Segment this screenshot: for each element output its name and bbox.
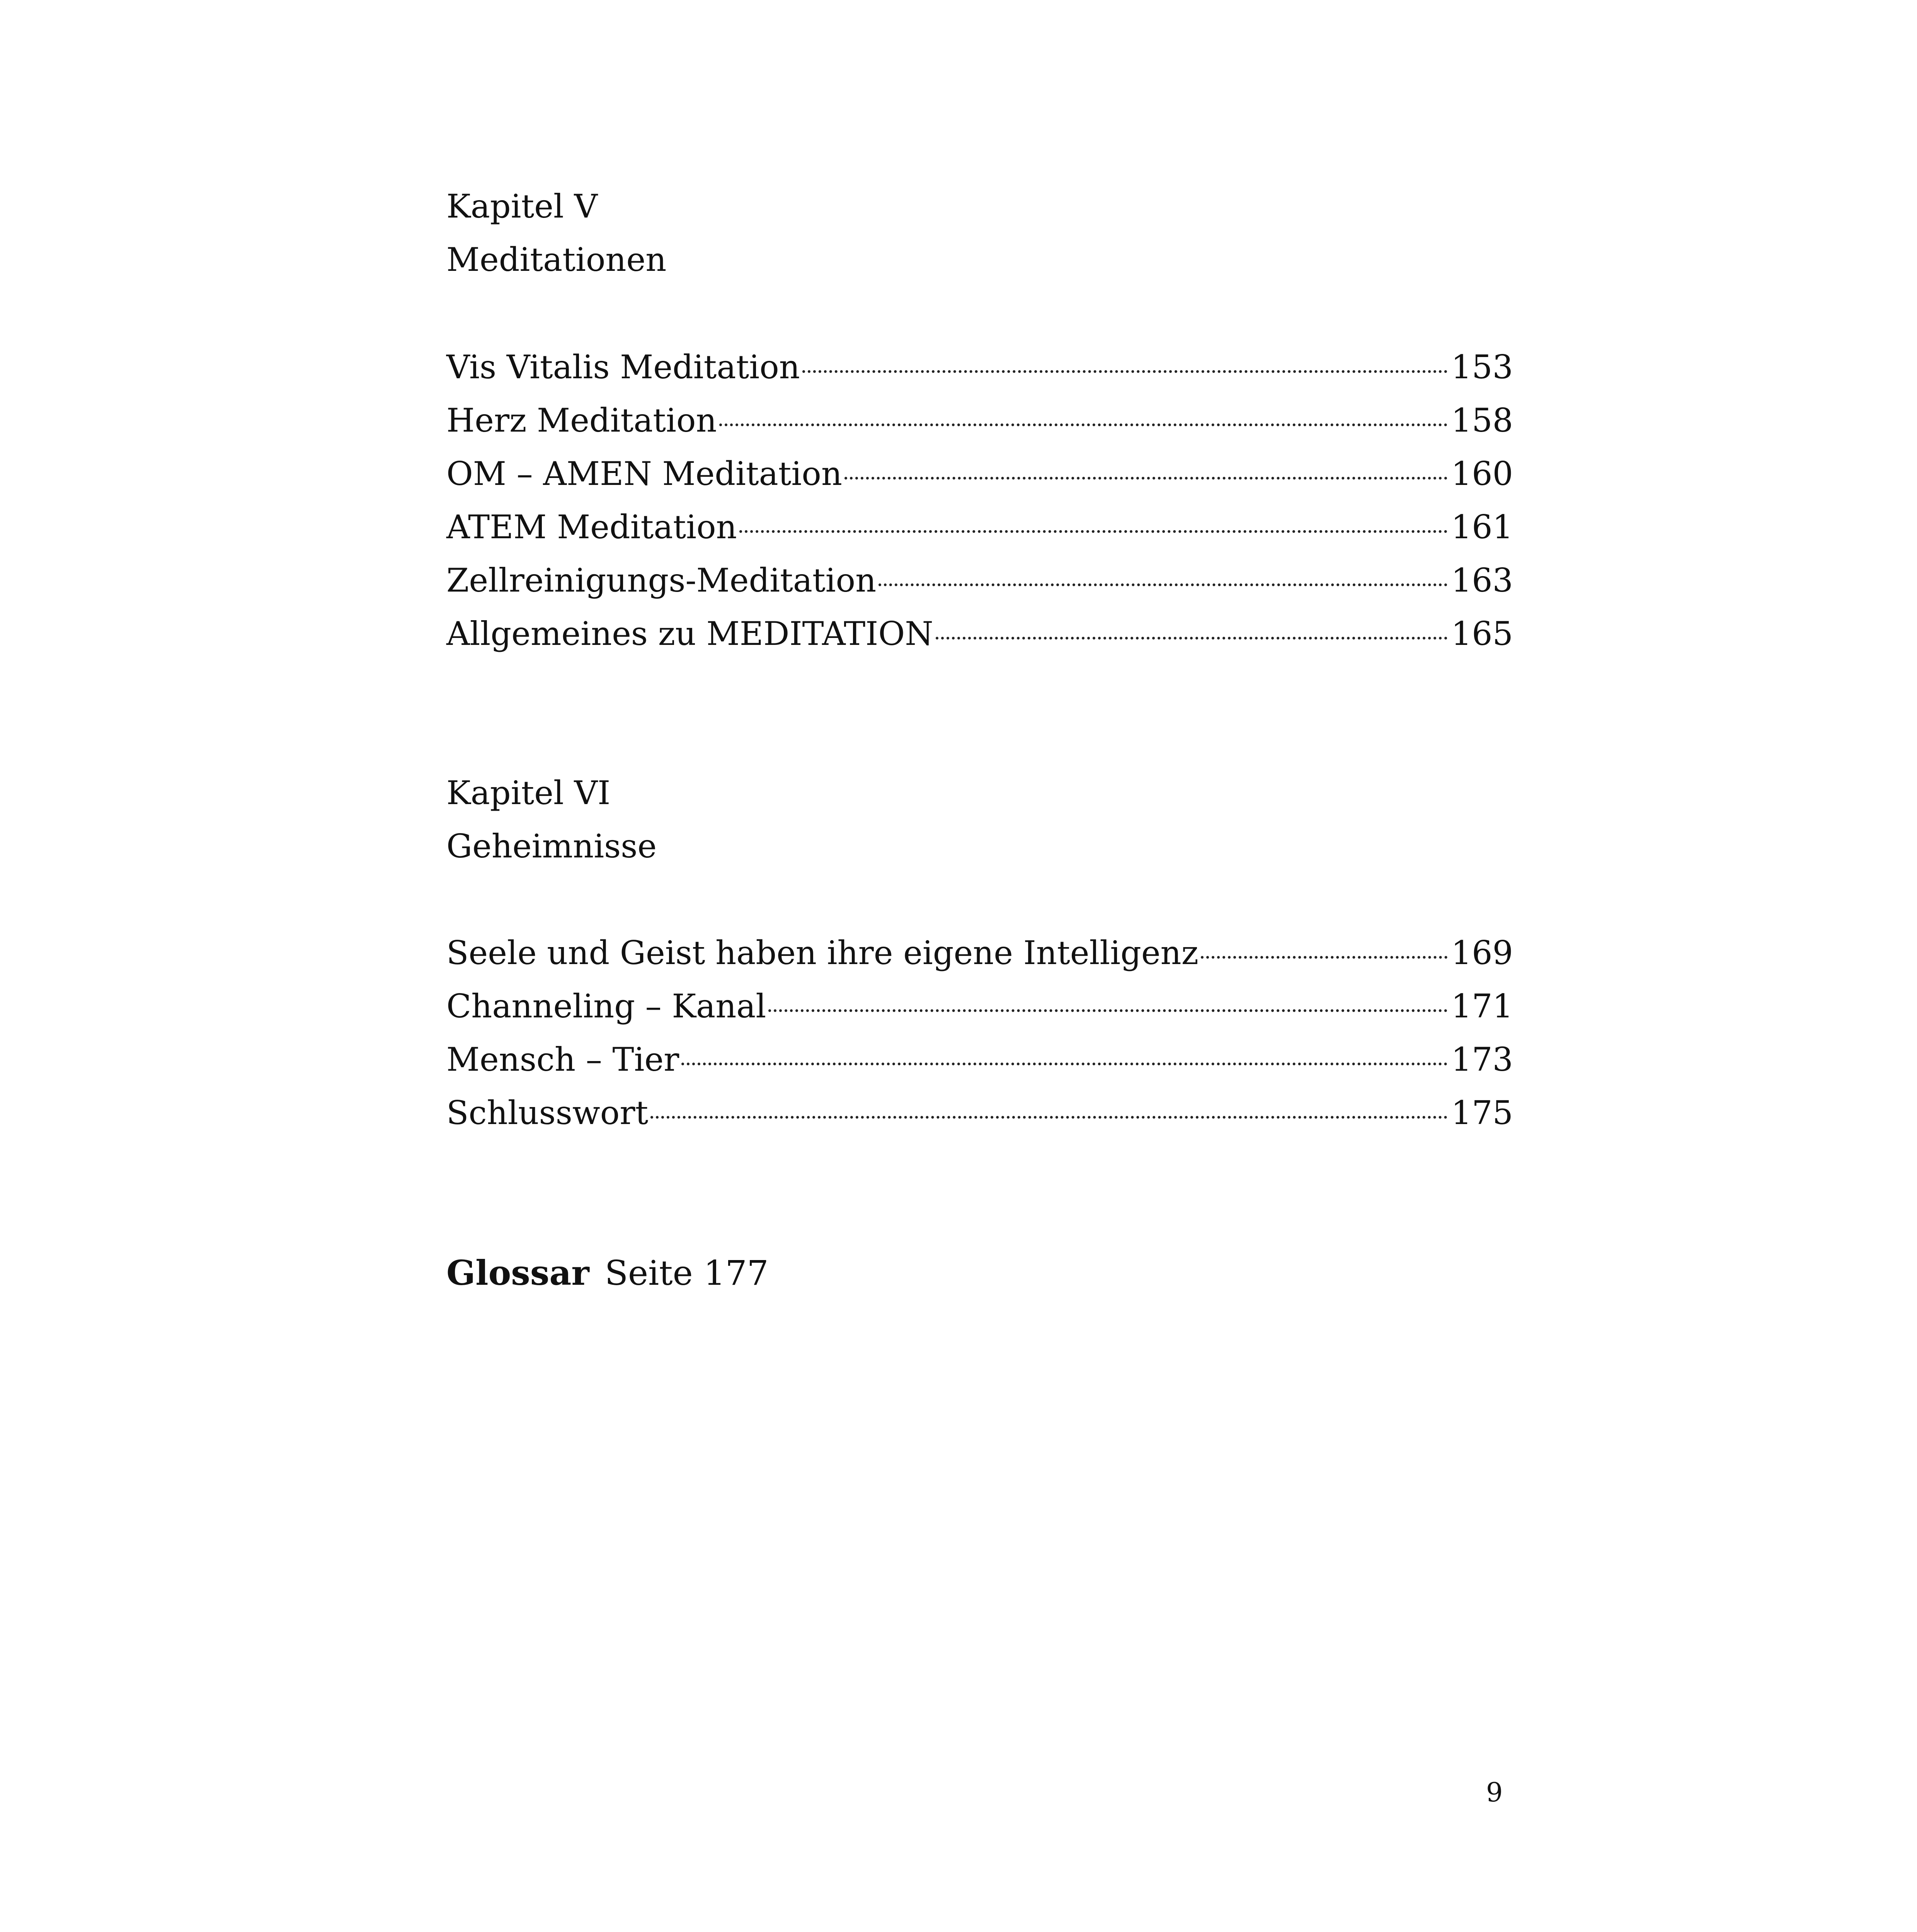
- toc-entry-page: 165: [1451, 615, 1513, 653]
- toc-entry-title: Seele und Geist haben ihre eigene Intelligenz: [446, 934, 1199, 972]
- toc-entry-title: Zellreinigungs-Meditation: [446, 561, 877, 599]
- toc-entry-title: Vis Vitalis Meditation: [446, 348, 800, 386]
- chapter-title: Geheimnisse: [446, 827, 657, 865]
- toc-entry-title: Allgemeines zu MEDITATION: [446, 615, 933, 653]
- toc-entry-title: OM – AMEN Meditation: [446, 455, 842, 493]
- dot-leader: [681, 1063, 1447, 1065]
- glossary-entry[interactable]: [446, 1246, 769, 1300]
- toc-entry-title: Herz Meditation: [446, 401, 717, 439]
- glossary-label: Glossar: [446, 1253, 589, 1293]
- toc-entry-page: 163: [1451, 561, 1513, 599]
- toc-entry[interactable]: [446, 980, 1513, 1033]
- dot-leader: [844, 477, 1447, 480]
- chapter-5-heading: [446, 180, 1513, 286]
- chapter-label: Kapitel VI: [446, 774, 611, 812]
- glossary-page: Seite 177: [604, 1253, 769, 1293]
- toc-entry[interactable]: [446, 340, 1513, 394]
- toc-entry-page: 158: [1451, 401, 1513, 439]
- toc-entry[interactable]: [446, 447, 1513, 500]
- toc-entry[interactable]: [446, 1033, 1513, 1086]
- dot-leader: [802, 370, 1447, 373]
- chapter-6-heading: [446, 766, 1513, 873]
- toc-entry-page: 171: [1451, 987, 1513, 1025]
- toc-entry[interactable]: [446, 394, 1513, 447]
- dot-leader: [1201, 956, 1447, 959]
- dot-leader: [936, 637, 1447, 639]
- toc-entry-page: 153: [1451, 348, 1513, 386]
- chapter-label: Kapitel V: [446, 187, 598, 225]
- chapter-title: Meditationen: [446, 241, 667, 279]
- chapter-6-toc: [446, 926, 1513, 1139]
- toc-entry-title: Mensch – Tier: [446, 1041, 679, 1078]
- dot-leader: [878, 583, 1447, 586]
- toc-entry-page: 160: [1451, 455, 1513, 493]
- toc-entry[interactable]: [446, 500, 1513, 554]
- toc-entry-title: Channeling – Kanal: [446, 987, 766, 1025]
- toc-entry[interactable]: [446, 607, 1513, 660]
- toc-entry[interactable]: [446, 926, 1513, 980]
- toc-entry-page: 175: [1451, 1094, 1513, 1132]
- dot-leader: [739, 530, 1447, 533]
- toc-entry[interactable]: [446, 554, 1513, 607]
- toc-entry-page: 161: [1451, 508, 1513, 546]
- dot-leader: [719, 423, 1447, 426]
- dot-leader: [768, 1009, 1447, 1012]
- page-number: 9: [1486, 1777, 1503, 1808]
- toc-entry-title: Schlusswort: [446, 1094, 649, 1132]
- dot-leader: [650, 1116, 1447, 1119]
- chapter-5-toc: [446, 340, 1513, 660]
- toc-entry[interactable]: [446, 1086, 1513, 1139]
- toc-entry-page: 169: [1451, 934, 1513, 972]
- toc-entry-page: 173: [1451, 1041, 1513, 1078]
- toc-entry-title: ATEM Meditation: [446, 508, 737, 546]
